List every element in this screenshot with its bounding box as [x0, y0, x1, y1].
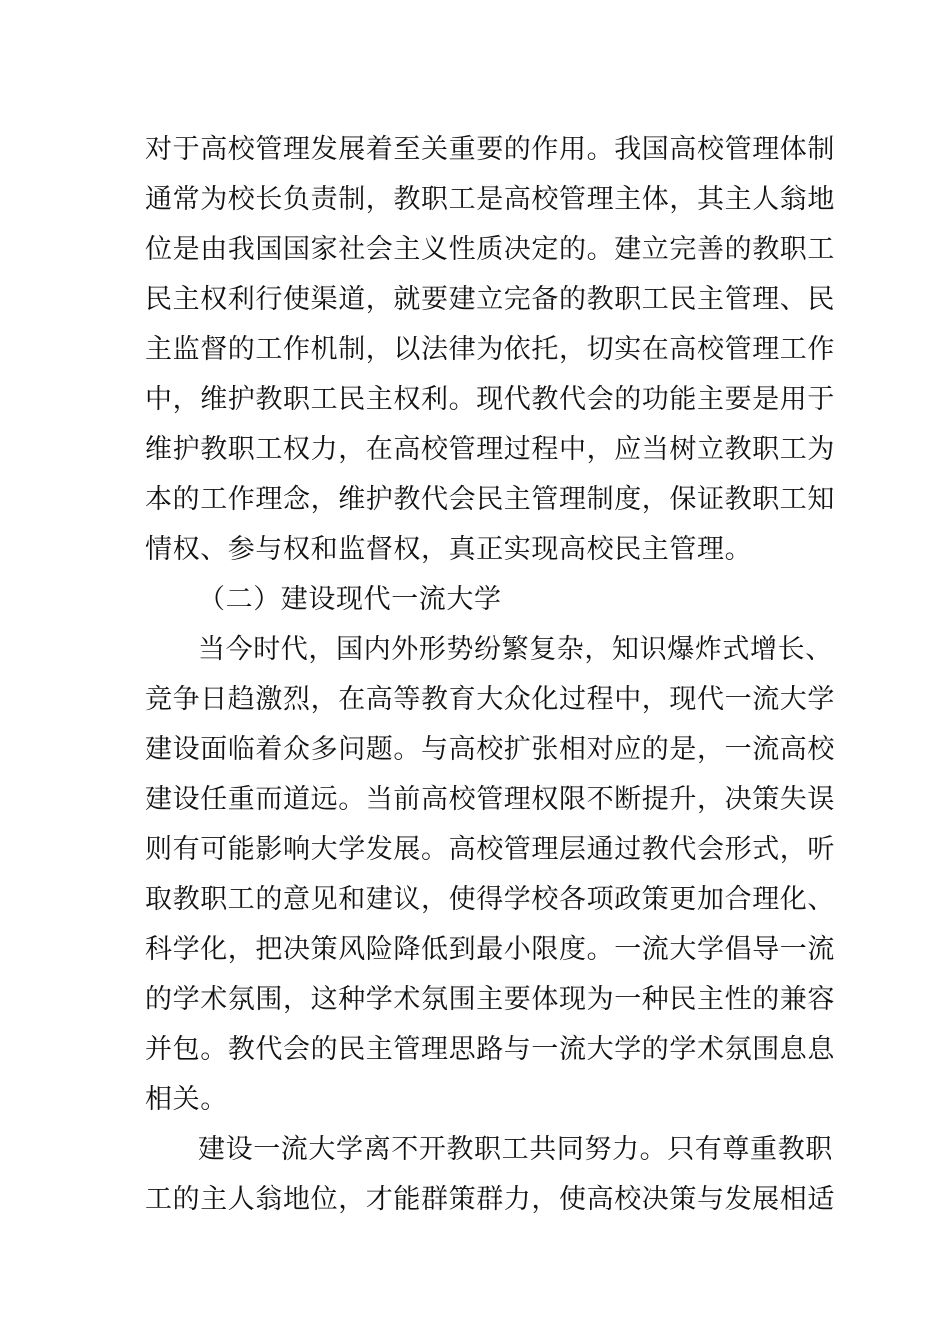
- text-line: 并包。教代会的民主管理思路与一流大学的学术氛围息息: [145, 1034, 835, 1065]
- text-line: 通常为校长负责制，教职工是高校管理主体，其主人翁地: [145, 184, 835, 215]
- text-line: 维护教职工权力，在高校管理过程中，应当树立教职工为: [145, 434, 835, 465]
- text-line: 的学术氛围，这种学术氛围主要体现为一种民主性的兼容: [145, 984, 835, 1015]
- text-line: 则有可能影响大学发展。高校管理层通过教代会形式，听: [145, 834, 835, 865]
- text-line: 科学化，把决策风险降低到最小限度。一流大学倡导一流: [145, 934, 835, 965]
- text-line: 民主权利行使渠道，就要建立完备的教职工民主管理、民: [145, 284, 835, 315]
- text-line: 当今时代，国内外形势纷繁复杂，知识爆炸式增长、: [198, 634, 833, 665]
- section-heading: （二）建设现代一流大学: [198, 584, 502, 615]
- text-line: 对于高校管理发展着至关重要的作用。我国高校管理体制: [145, 134, 835, 165]
- text-line: 中，维护教职工民主权利。现代教代会的功能主要是用于: [145, 384, 835, 415]
- text-line: 相关。: [145, 1084, 228, 1115]
- text-line: 建设一流大学离不开教职工共同努力。只有尊重教职: [198, 1134, 833, 1165]
- text-line: 情权、参与权和监督权，真正实现高校民主管理。: [145, 534, 753, 565]
- text-line: 建设面临着众多问题。与高校扩张相对应的是，一流高校: [145, 734, 835, 765]
- text-line: 主监督的工作机制，以法律为依托，切实在高校管理工作: [145, 334, 835, 365]
- text-line: 建设任重而道远。当前高校管理权限不断提升，决策失误: [145, 784, 835, 815]
- text-line: 位是由我国国家社会主义性质决定的。建立完善的教职工: [145, 234, 835, 265]
- text-line: 取教职工的意见和建议，使得学校各项政策更加合理化、: [145, 884, 835, 915]
- text-line: 本的工作理念，维护教代会民主管理制度，保证教职工知: [145, 484, 835, 515]
- text-line: 工的主人翁地位，才能群策群力，使高校决策与发展相适: [145, 1184, 835, 1215]
- text-line: 竞争日趋激烈，在高等教育大众化过程中，现代一流大学: [145, 684, 835, 715]
